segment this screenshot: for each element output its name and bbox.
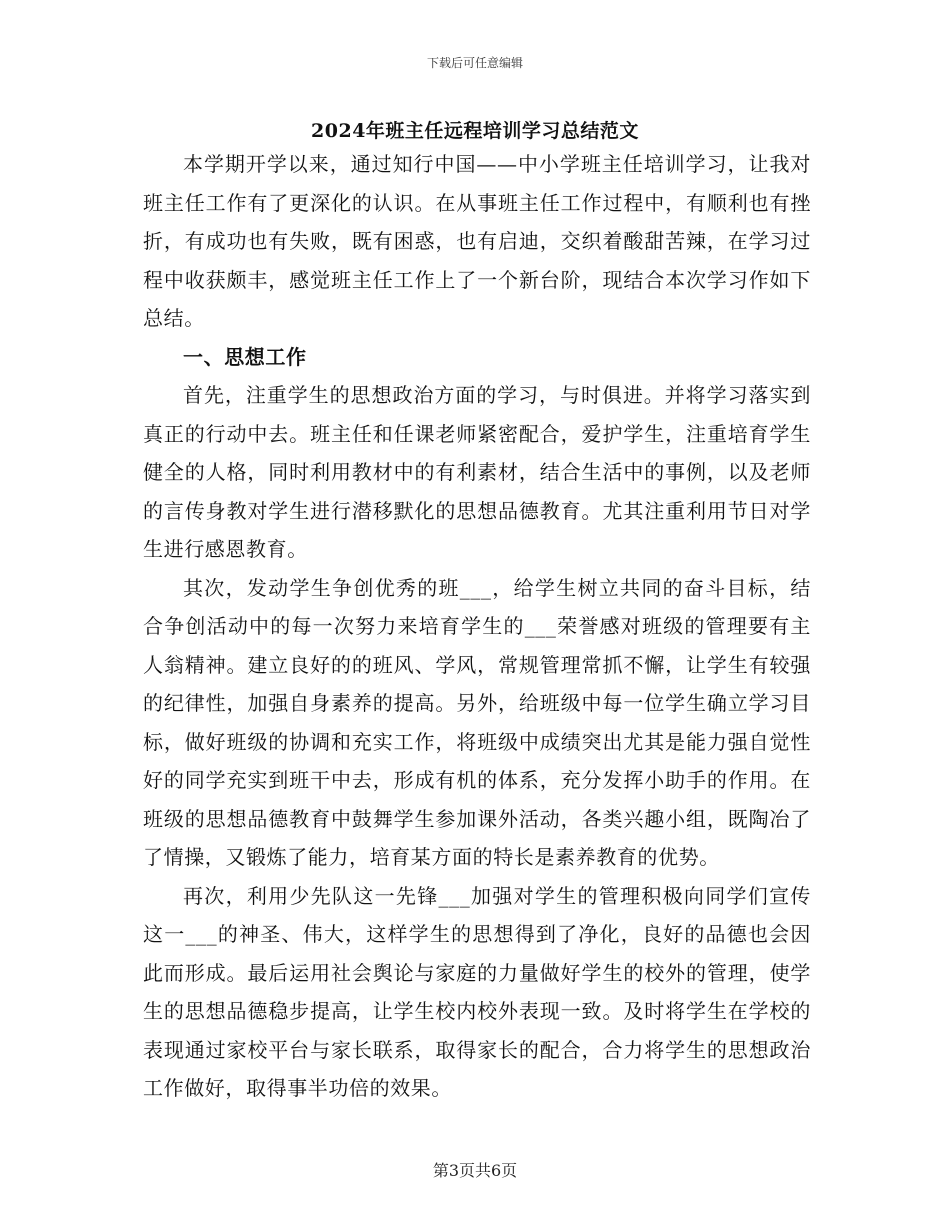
paragraph-first-point: 首先，注重学生的思想政治方面的学习，与时俱进。并将学习落实到真正的行动中去。班主任和任课老师紧密配合，爱护学生，注重培育学生健全的人格，同时利用教材中的有利素材，结合生活中的事例，以及老师的言传身教对学生进行潜移默化的思想品德教育。尤其注重利用节日对学生进行感恩教育。 xyxy=(143,383,811,561)
paragraph-third-point: 再次，利用少先队这一先锋___加强对学生的管理积极向同学们宣传这一___的神圣、伟大，这样学生的思想得到了净化，良好的品德也会因此而形成。最后运用社会舆论与家庭的力量做好学生的校外的管理，使学生的思想品德稳步提高，让学生校内校外表现一致。及时将学生在学校的表现通过家校平台与家长联系，取得家长的配合，合力将学生的思想政治工作做好，取得事半功倍的效果。 xyxy=(143,883,811,1100)
page-header-note: 下载后可任意编辑 xyxy=(426,56,523,70)
intro-paragraph: 本学期开学以来，通过知行中国——中小学班主任培训学习，让我对班主任工作有了更深化的认识。在从事班主任工作过程中，有顺利也有挫折，有成功也有失败，既有困惑，也有启迪，交织着酸甜苦辣，在学习过程中收获颇丰，感觉班主任工作上了一个新台阶，现结合本次学习作如下总结。 xyxy=(143,152,811,330)
paragraph-second-point: 其次，发动学生争创优秀的班___，给学生树立共同的奋斗目标，结合争创活动中的每一次努力来培育学生的___荣誉感对班级的管理要有主人翁精神。建立良好的的班风、学风，常规管理常抓不懈，让学生有较强的纪律性，加强自身素养的提高。另外，给班级中每一位学生确立学习目标，做好班级的协调和充实工作，将班级中成绩突出尤其是能力强自觉性好的同学充实到班干中去，形成有机的体系，充分发挥小助手的作用。在班级的思想品德教育中鼓舞学生参加课外活动，各类兴趣小组，既陶冶了了情操，又锻炼了能力，培育某方面的特长是素养教育的优势。 xyxy=(143,575,811,869)
document-body xyxy=(143,145,811,1108)
section-heading-ideological-work: 一、思想工作 xyxy=(183,344,307,369)
document-title: 2024年班主任远程培训学习总结范文 xyxy=(311,120,639,142)
page-number-footer: 第3页共6页 xyxy=(432,1161,518,1180)
